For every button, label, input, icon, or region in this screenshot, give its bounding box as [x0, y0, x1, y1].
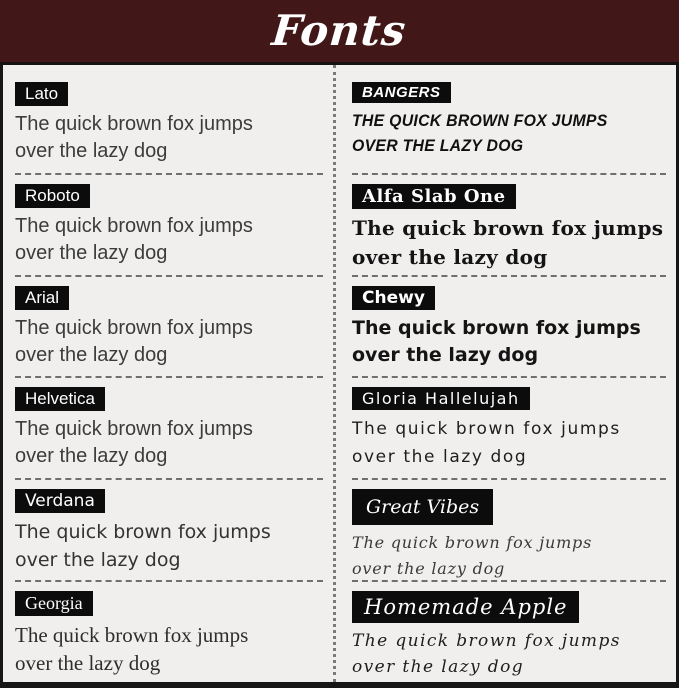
font-name-badge: Chewy — [352, 286, 435, 310]
font-sample-text — [15, 111, 323, 165]
sample-line-1: The quick brown fox jumps — [352, 631, 621, 652]
font-name-badge: Homemade Apple — [352, 591, 579, 623]
sample-line-1: The quick brown fox jumps — [15, 316, 253, 339]
font-name-badge: Helvetica — [15, 387, 105, 411]
sample-line-1: The quick brown fox jumps — [15, 214, 253, 237]
sample-line-2: over the lazy dog — [352, 343, 539, 366]
font-entry-bangers — [352, 73, 666, 175]
font-column-right — [333, 65, 676, 682]
sample-line-2: over the lazy dog — [15, 651, 161, 676]
sample-line-2: over the lazy dog — [352, 244, 548, 269]
sample-line-1: The quick brown fox jumps — [352, 316, 641, 339]
font-sample-text — [352, 214, 666, 272]
sample-line-1: The quick brown fox jumps — [15, 521, 271, 544]
sample-line-1: The quick brown fox jumps — [15, 418, 253, 441]
font-name-badge: Roboto — [15, 184, 90, 208]
font-name-badge: Verdana — [15, 489, 105, 513]
font-sample-text — [15, 416, 323, 470]
font-entry-helvetica — [15, 378, 323, 480]
font-entry-verdana — [15, 480, 323, 582]
font-sample-text — [352, 415, 666, 471]
sample-line-2: over the lazy dog — [352, 657, 525, 678]
font-name-badge: BANGERS — [352, 82, 451, 103]
sample-line-2: over the lazy dog — [15, 549, 181, 572]
font-name-badge: Georgia — [15, 591, 93, 616]
font-entry-chewy — [352, 277, 666, 379]
font-sample-text — [15, 621, 323, 677]
sample-line-2: over the lazy dog — [15, 140, 168, 162]
sample-line-1: The quick brown fox jumps — [352, 533, 593, 553]
sample-line-2: over the lazy dog — [352, 447, 528, 468]
font-sample-text — [352, 315, 666, 369]
font-name-badge: Great Vibes — [352, 489, 493, 525]
sample-line-1: The quick brown fox jumps — [352, 419, 621, 440]
font-sample-text — [15, 518, 323, 574]
sample-line-2: over the lazy dog — [15, 241, 168, 264]
font-column-left — [3, 65, 333, 682]
content-area — [0, 65, 679, 688]
font-sample-text — [15, 315, 323, 369]
sample-line-1: THE QUICK BROWN FOX JUMPS — [352, 111, 608, 130]
font-entry-georgia — [15, 582, 323, 682]
font-name-badge: Alfa Slab One — [352, 184, 516, 209]
font-name-badge: Lato — [15, 82, 68, 106]
font-entry-lato — [15, 73, 323, 175]
font-name-badge: Gloria Hallelujah — [352, 387, 530, 410]
sample-line-1: The quick brown fox jumps — [15, 623, 249, 648]
font-entry-gloria-hallelujah — [352, 378, 666, 480]
font-entry-great-vibes — [352, 480, 666, 582]
sample-line-1: The quick brown fox jumps — [15, 113, 253, 135]
sample-line-2: over the lazy dog — [352, 559, 506, 579]
font-sample-text — [15, 213, 323, 267]
sample-line-2: over the lazy dog — [15, 343, 168, 366]
font-name-badge: Arial — [15, 286, 69, 310]
sample-line-1: The quick brown fox jumps — [352, 215, 664, 240]
font-entry-roboto — [15, 175, 323, 277]
sample-line-2: OVER THE LAZY DOG — [352, 136, 524, 155]
sample-line-2: over the lazy dog — [15, 445, 168, 468]
font-entry-alfa-slab-one — [352, 175, 666, 277]
font-sample-text — [352, 108, 644, 158]
page-title: Fonts — [270, 6, 409, 55]
font-sample-text — [352, 628, 666, 680]
font-sample-text — [352, 530, 666, 582]
header-bar — [0, 0, 679, 65]
font-entry-homemade-apple — [352, 582, 666, 682]
font-entry-arial — [15, 277, 323, 379]
